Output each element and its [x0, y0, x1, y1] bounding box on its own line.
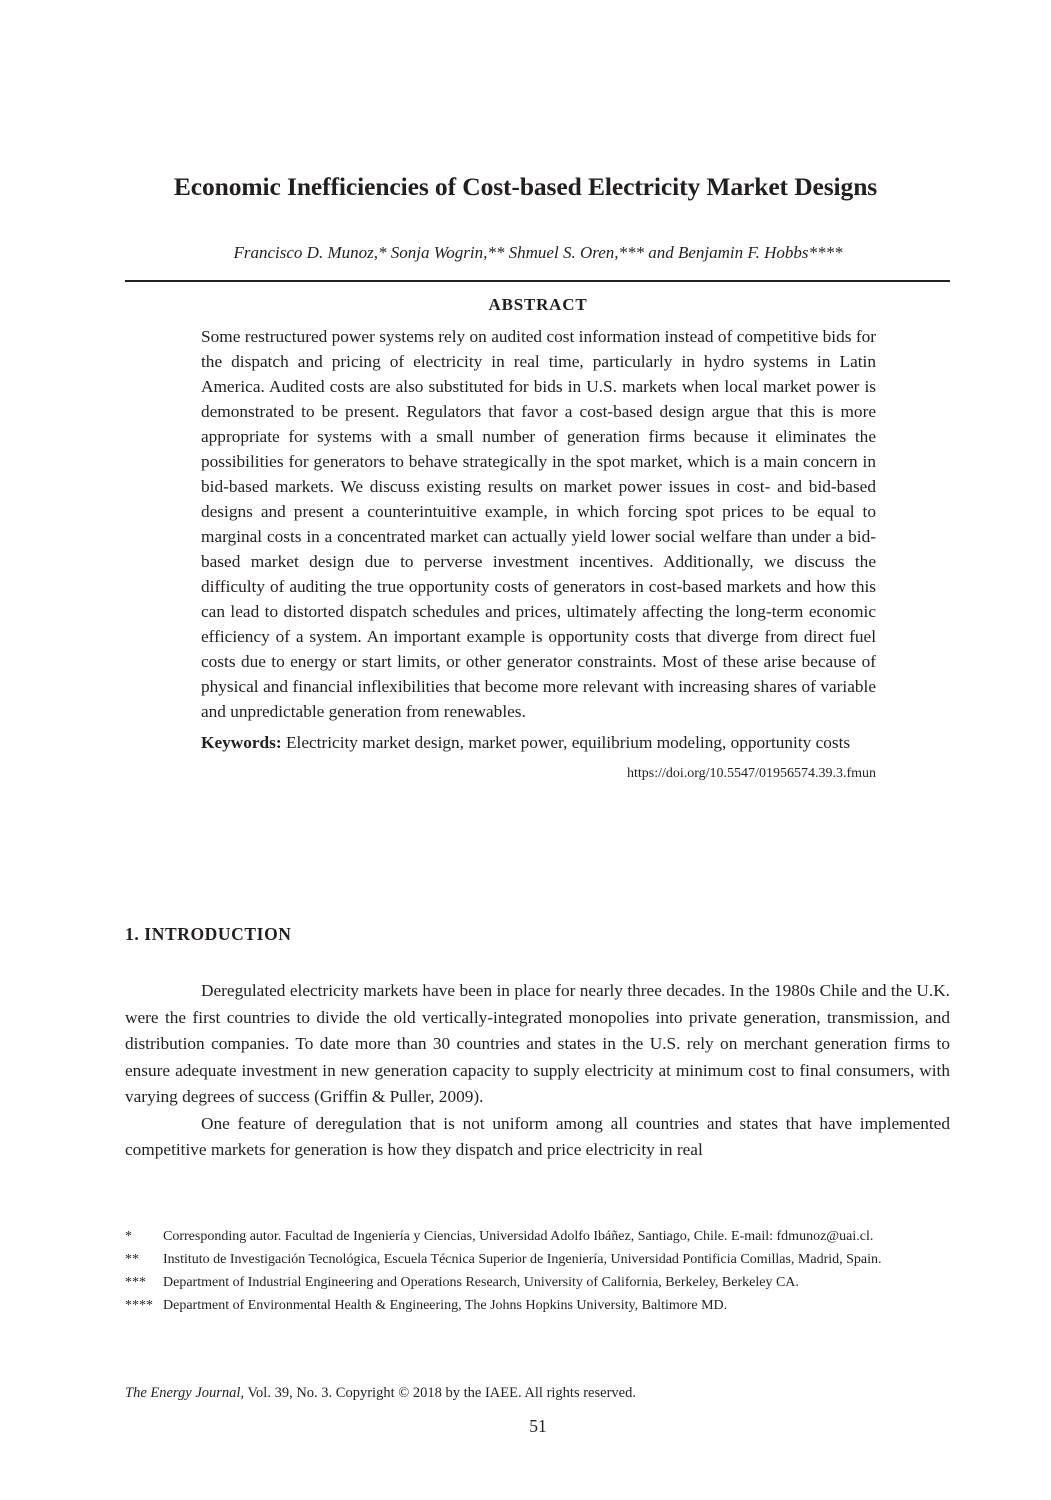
introduction-body: [125, 978, 950, 1164]
footnote-text: Instituto de Investigación Tecnológica, Escuela Técnica Superior de Ingeniería, Universidad Pontificia Comillas, Madrid, Spain.: [163, 1252, 882, 1267]
journal-name: The Energy Journal: [125, 1385, 241, 1401]
footnote: [125, 1225, 950, 1248]
doi-link[interactable]: https://doi.org/10.5547/01956574.39.3.fmun: [626, 766, 876, 781]
footnote-mark: ***: [125, 1275, 146, 1290]
abstract-section: [201, 324, 876, 783]
paper-title: Economic Inefficiencies of Cost-based Electricity Market Designs: [173, 172, 878, 201]
journal-footer: [125, 1385, 636, 1402]
footnote-mark: **: [125, 1252, 139, 1267]
footnote-text: Corresponding autor. Facultad de Ingeniería y Ciencias, Universidad Adolfo Ibáñez, Santiago, Chile. E-mail: fdmunoz@uai.cl.: [163, 1229, 874, 1244]
footnote-mark: *: [125, 1229, 132, 1244]
footnotes: [125, 1225, 950, 1317]
footnote: [125, 1271, 950, 1294]
copyright-text: , Vol. 39, No. 3. Copyright © 2018 by the IAEE. All rights reserved.: [240, 1385, 636, 1401]
author-list: Francisco D. Munoz,* Sonja Wogrin,** Shmuel S. Oren,*** and Benjamin F. Hobbs****: [233, 243, 843, 262]
abstract-text: Some restructured power systems rely on audited cost information instead of competitive bids for the dispatch and pricing of electricity in real time, particularly in hydro systems in Latin America. Audited costs are also substituted for bids in U.S. markets when local market power is demonstrated to be present. Regulators that favor a cost-based design argue that this is more appropriate for systems with a small number of generation firms because it eliminates the possibilities for generators to behave strategically in the spot market, which is a main concern in bid-based markets. We discuss existing results on market power issues in cost- and bid-based designs and present a counterintuitive example, in which forcing spot prices to be equal to marginal costs in a concentrated market can actually yield lower social welfare than under a bid-based market design due to perverse investment incentives. Additionally, we discuss the difficulty of auditing the true opportunity costs of generators in cost-based markets and how this can lead to distorted dispatch schedules and prices, ultimately affecting the long-term economic efficiency of a system. An important example is opportunity costs that diverge from direct fuel costs due to energy or start limits, or other generator constraints. Most of these arise because of physical and financial inflexibilities that become more relevant with increasing shares of variable and unpredictable generation from renewables.: [201, 327, 876, 721]
body-paragraph: Deregulated electricity markets have been in place for nearly three decades. In the 1980s Chile and the U.K. were the first countries to divide the old vertically-integrated monopolies into private generation, transmission, and distribution companies. To date more than 30 countries and states in the U.S. rely on merchant generation firms to ensure adequate investment in new generation capacity to supply electricity at minimum cost to final consumers, with varying degrees of success (Griffin & Puller, 2009).: [125, 981, 950, 1106]
footnote: [125, 1294, 950, 1317]
page-number: 51: [529, 1416, 547, 1436]
keywords: [201, 730, 876, 755]
footnote-text: Department of Industrial Engineering and Operations Research, University of California, Berkeley, Berkeley CA.: [163, 1275, 799, 1290]
footnote: [125, 1248, 950, 1271]
footnote-mark: ****: [125, 1298, 153, 1313]
keywords-text: Electricity market design, market power, equilibrium modeling, opportunity costs: [285, 733, 851, 752]
body-paragraph: One feature of deregulation that is not uniform among all countries and states that have implemented competitive markets for generation is how they dispatch and price electricity in real: [125, 1113, 950, 1159]
section-heading-introduction: 1. INTRODUCTION: [125, 924, 292, 944]
footnote-text: Department of Environmental Health & Engineering, The Johns Hopkins University, Baltimore MD.: [163, 1298, 728, 1313]
abstract-heading: ABSTRACT: [488, 295, 588, 314]
keywords-label: Keywords:: [201, 733, 282, 752]
title-divider: [125, 280, 950, 282]
